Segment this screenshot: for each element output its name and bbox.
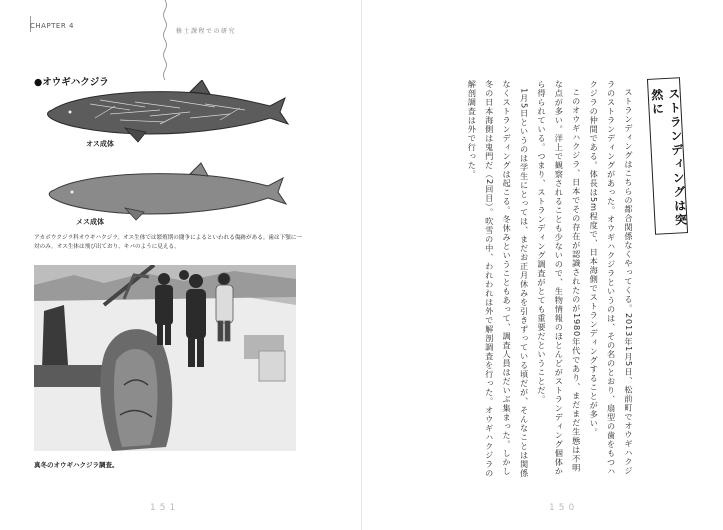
- female-label: メス成体: [76, 218, 104, 226]
- field-survey-photo: [34, 265, 296, 451]
- left-page-number: 151: [150, 503, 180, 513]
- section-heading-box: [647, 77, 688, 235]
- page-gutter: [361, 0, 362, 530]
- female-whale-illustration: [40, 162, 290, 222]
- photo-caption: 真冬のオウギハクジラ調査。: [34, 461, 119, 469]
- male-whale-illustration: [40, 80, 290, 144]
- figure-caption: アカボウクジラ科オウギハクジラ。オス生体では繁殖期の闘争によるといわれる傷跡がある。歯は下顎に一対のみ。オス生体は飛び出ており、キバのように見える。: [34, 235, 302, 250]
- wavy-divider: [161, 0, 169, 80]
- body-paragraph-2: このオウギハクジラ、日本でその存在が認識されたのが1980年代であり、まだまだ生態は不明な点が多い。洋上で観察されることも少ないので、生物情報のほとんどがストランディング個体から得られている。つまり、ストランディング調査がとても重要だということだ。: [536, 80, 582, 476]
- right-page-number: 150: [549, 503, 579, 513]
- body-paragraph-3: 1月5日というのは学生にとっては、まだお正月休みを引きずっている頃だが、そんなことは関係なくストランディングは起こる。冬休みということもあって、調査人員はだいぶ集まった。しかし冬の日本海側は鬼門だ（2回目）。吹雪の中、われわれは外で解剖調査を行った。オウギハクジラの解剖調査は外で行った。: [467, 80, 530, 479]
- section-title: ●オウギハクジラ: [34, 77, 109, 88]
- chapter-label: CHAPTER 4: [30, 22, 74, 30]
- body-paragraph-1: ストランディングはこちらの都合関係なくやってくる。2013年1月5日、松前町でオウギハクジラのストランディングがあった。オウギハクジラというのは、その名のとおり、扇型の歯をもつハクジラの仲間である。体長は5m程度で、日本海側でストランディングすることが多い。: [589, 80, 634, 476]
- male-label: オス成体: [86, 140, 114, 148]
- running-head: 修士課程での研究: [176, 28, 237, 35]
- body-text: [404, 80, 637, 480]
- section-heading: ストランディングは突然に: [649, 87, 688, 228]
